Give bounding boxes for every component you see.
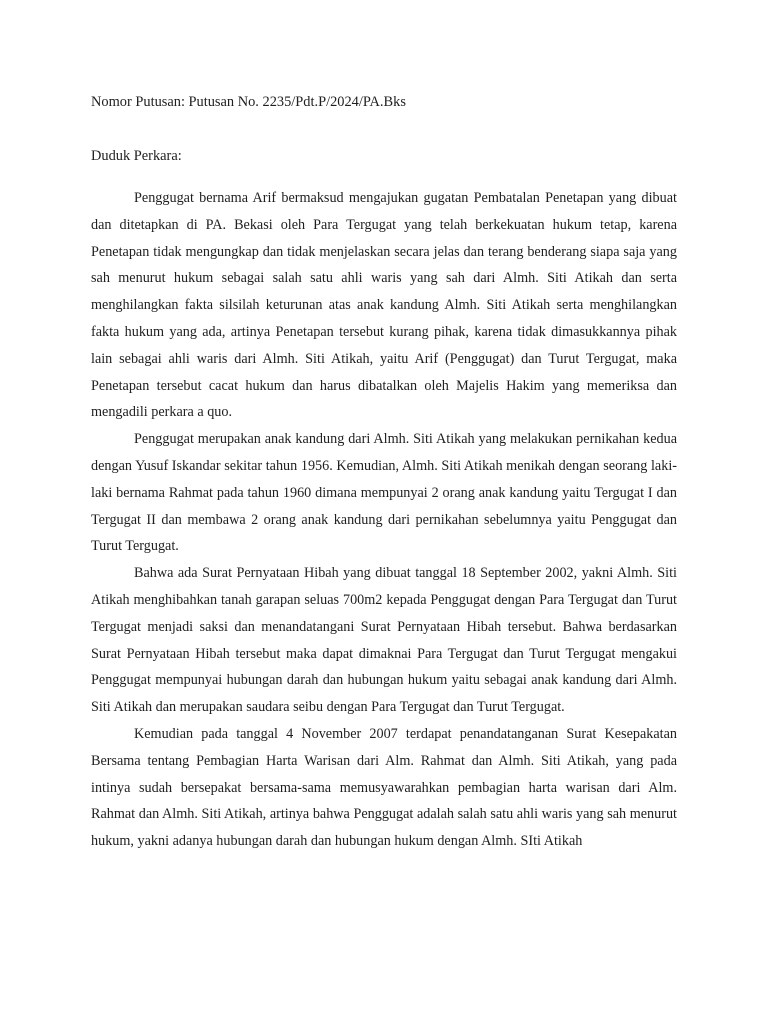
section-heading: Duduk Perkara: [91,148,182,164]
paragraph-2: Penggugat merupakan anak kandung dari Almh. Siti Atikah yang melakukan pernikahan kedua dengan Yusuf Iskandar sekitar tahun 1956. Kemudian, Almh. Siti Atikah menikah dengan seorang laki-laki bernama Rahmat pada tahun 1960 dimana mempunyai 2 orang anak kandung yaitu Tergugat I dan Tergugat II dan membawa 2 orang anak kandung dari pernikahan sebelumnya yaitu Penggugat dan Turut Tergugat. [91,431,677,555]
paragraph-4: Kemudian pada tanggal 4 November 2007 terdapat penandatanganan Surat Kesepakatan Bersama tentang Pembagian Harta Warisan dari Alm. Rahmat dan Almh. Siti Atikah, yang pada intinya sudah bersepakat bersama-sama memusyawarahkan pembagian harta warisan dari Alm. Rahmat dan Almh. Siti Atikah, artinya bahwa Penggugat adalah salah satu ahli waris yang sah menurut hukum, yakni adanya hubungan darah dan hubungan hukum dengan Almh. SIti Atikah [91,725,677,850]
paragraph-3: Bahwa ada Surat Pernyataan Hibah yang dibuat tanggal 18 September 2002, yakni Almh. Siti Atikah menghibahkan tanah garapan seluas 700m2 kepada Penggugat dengan Para Tergugat dan Turut Tergugat menjadi saksi dan menandatangani Surat Pernyataan Hibah tersebut. Bahwa berdasarkan Surat Pernyataan Hibah tersebut maka dapat dimaknai Para Tergugat dan Turut Tergugat mengakui Penggugat mempunyai hubungan darah dan hubungan hukum yaitu sebagai anak kandung dari Almh. Siti Atikah dan merupakan saudara seibu dengan Para Tergugat dan Turut Tergugat. [91,565,677,716]
body-text [91,185,677,855]
decision-number: Nomor Putusan: Putusan No. 2235/Pdt.P/2024/PA.Bks [91,94,406,110]
paragraph-1: Penggugat bernama Arif bermaksud mengajukan gugatan Pembatalan Penetapan yang dibuat dan ditetapkan di PA. Bekasi oleh Para Tergugat yang telah berkekuatan hukum tetap, karena Penetapan tidak mengungkap dan tidak menjelaskan secara jelas dan terang benderang siapa saja yang sah menurut hukum sebagai salah satu ahli waris yang sah dari Almh. Siti Atikah dan serta menghilangkan fakta silsilah keturunan atas anak kandung Almh. Siti Atikah serta menghilangkan fakta hukum yang ada, artinya Penetapan tersebut kurang pihak, karena tidak dimasukkannya pihak lain sebagai ahli waris dari Almh. Siti Atikah, yaitu Arif (Penggugat) dan Turut Tergugat, maka Penetapan tersebut cacat hukum dan harus dibatalkan oleh Majelis Hakim yang memeriksa dan mengadili perkara a quo. [91,190,677,421]
